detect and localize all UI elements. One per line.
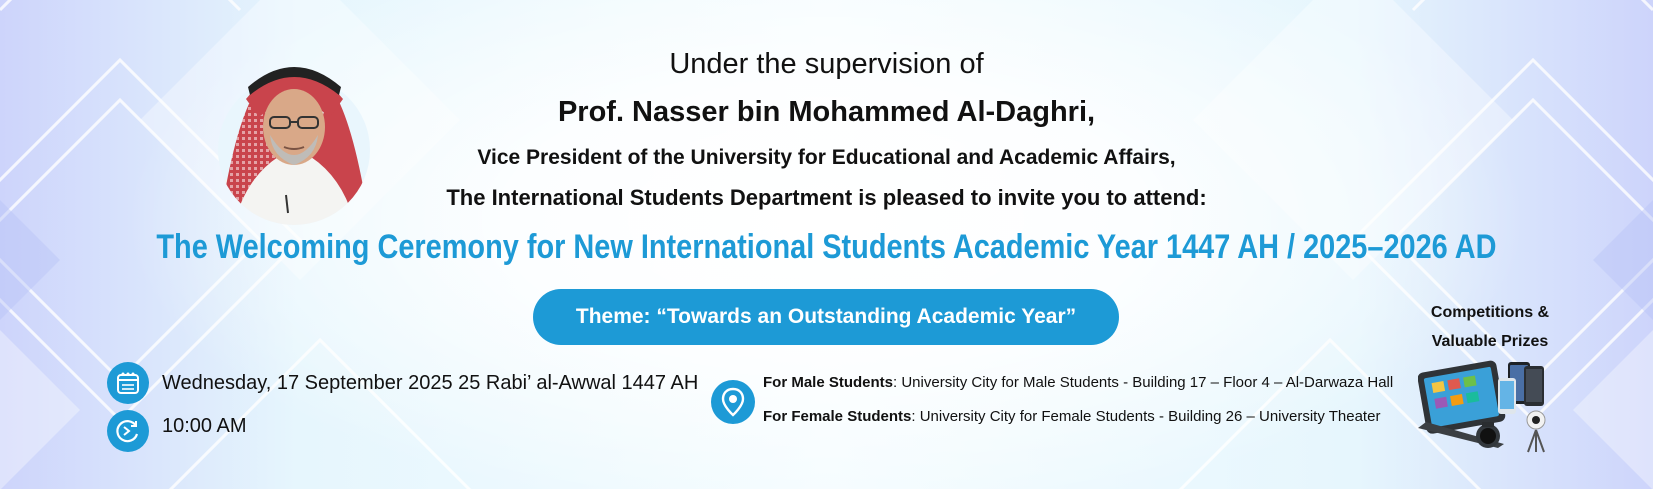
male-students-label: For Male Students [763, 374, 894, 391]
event-title: The Welcoming Ceremony for New International Students Academic Year 1447 AH / 2025–2026 AD [156, 228, 1497, 266]
event-date: Wednesday, 17 September 2025 25 Rabi’ al-Awwal 1447 AH [162, 372, 699, 394]
supervision-line: Under the supervision of [669, 48, 984, 80]
male-students-location [763, 374, 1393, 391]
female-students-label: For Female Students [763, 408, 912, 425]
calendar-icon [107, 362, 149, 404]
male-students-venue: : University City for Male Students - Building 17 – Floor 4 – Al-Darwaza Hall [893, 374, 1394, 391]
map-pin-icon [711, 380, 755, 424]
female-students-venue: : University City for Female Students - Building 26 – University Theater [911, 408, 1381, 425]
female-students-location [763, 408, 1380, 425]
invitation-line: The International Students Department is pleased to invite you to attend: [446, 185, 1207, 210]
professor-name: Prof. Nasser bin Mohammed Al-Daghri, [557, 96, 1096, 128]
clock-icon [107, 410, 149, 452]
prize-devices-image [1418, 356, 1563, 456]
theme-badge [533, 289, 1119, 345]
prizes-line-1: Competitions & [1430, 304, 1550, 321]
prizes-line-2: Valuable Prizes [1431, 333, 1549, 350]
theme-text: Theme: “Towards an Outstanding Academic Year” [575, 305, 1077, 328]
vice-president-title: Vice President of the University for Educational and Academic Affairs, [477, 146, 1176, 169]
event-time: 10:00 AM [162, 415, 247, 437]
prizes-label [1408, 298, 1572, 356]
